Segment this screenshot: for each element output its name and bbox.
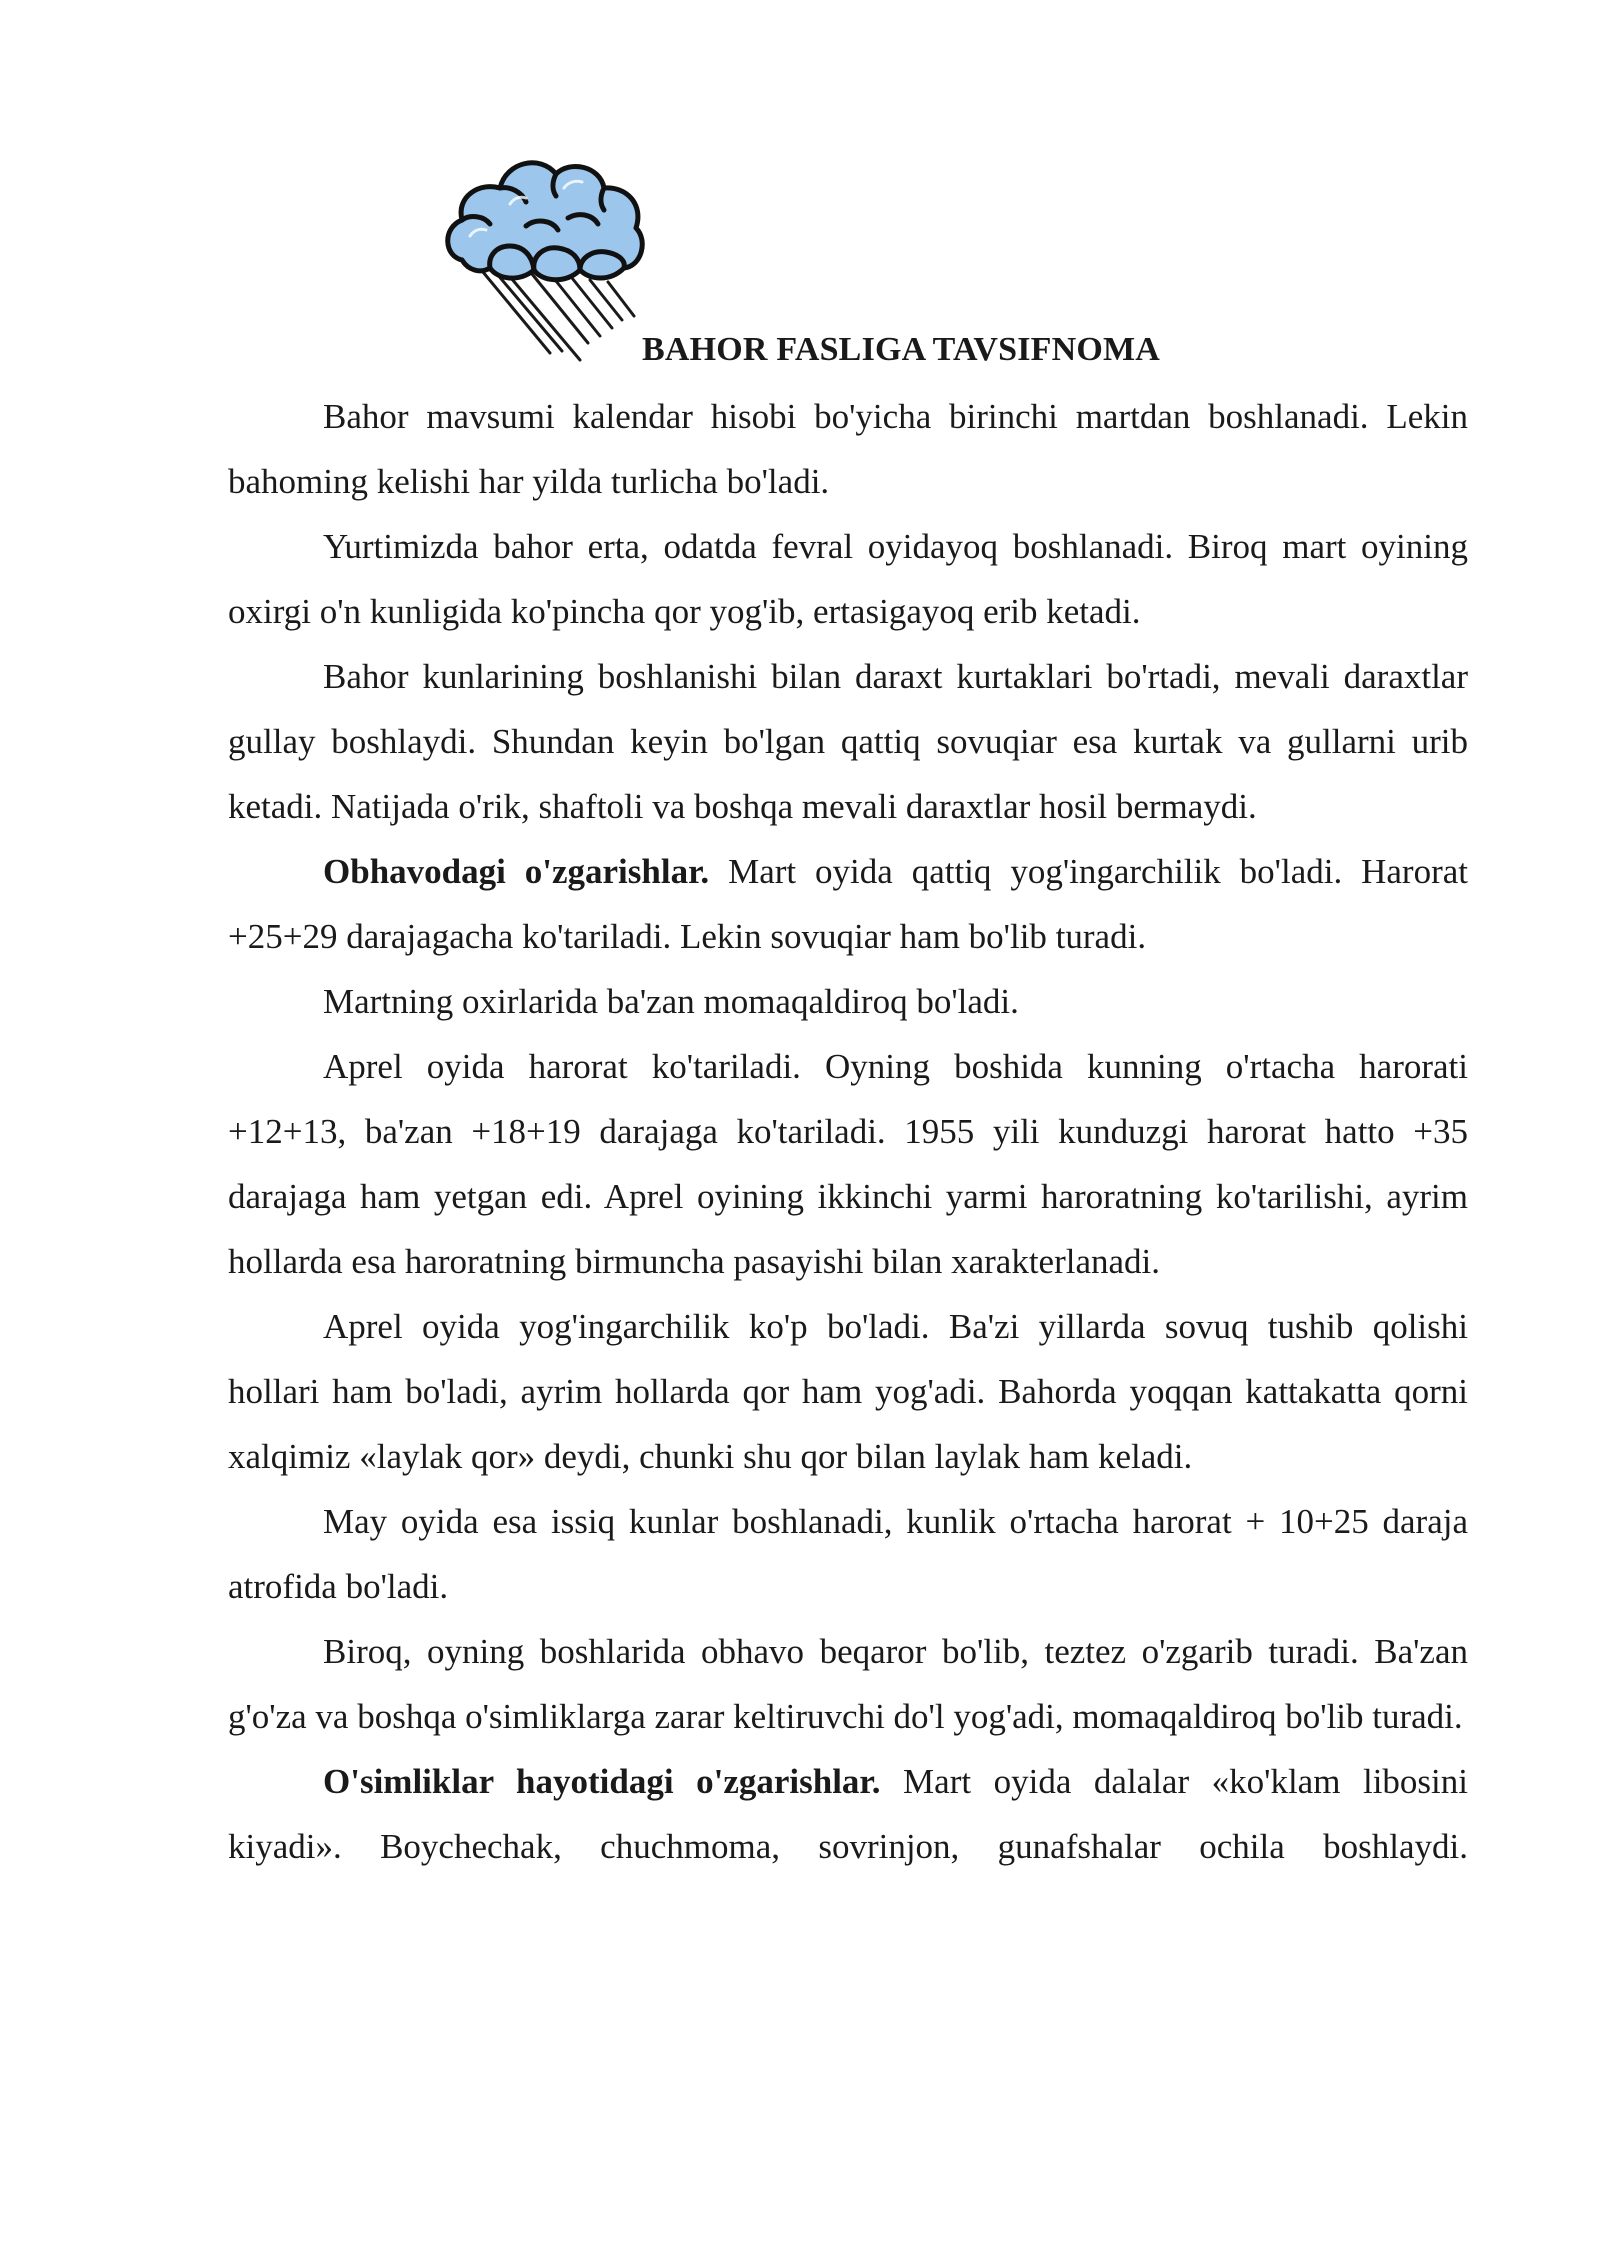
paragraph-text: Yurtimizda bahor erta, odatda fevral oyidayoq boshlanadi. Biroq mart oyining oxirgi o'n kunligida ko'pincha qor yog'ib, ertasigayoq erib ketadi.	[228, 527, 1468, 631]
paragraph-text: Aprel oyida yog'ingarchilik ko'p bo'ladi. Ba'zi yillarda sovuq tushib qolishi hollari ham bo'ladi, ayrim hollarda qor ham yog'adi. Bahorda yoqqan kattakatta qorni xalqimiz «laylak qor» deydi, chunki shu qor bilan laylak ham keladi.	[228, 1307, 1468, 1476]
paragraph	[228, 1294, 1468, 1489]
paragraph	[228, 1034, 1468, 1294]
paragraph-text: May oyida esa issiq kunlar boshlanadi, kunlik o'rtacha harorat + 10+25 daraja atrofida bo'ladi.	[228, 1502, 1468, 1606]
paragraph-text: Bahor kunlarining boshlanishi bilan daraxt kurtaklari bo'rtadi, mevali daraxtlar gullay boshlaydi. Shundan keyin bo'lgan qattiq sovuqiar esa kurtak va gullarni urib ketadi. Natijada o'rik, shaftoli va boshqa mevali daraxtlar hosil bermaydi.	[228, 657, 1468, 826]
paragraph-text: Biroq, oyning boshlarida obhavo beqaror bo'lib, teztez o'zgarib turadi. Ba'zan g'o'za va boshqa o'simliklarga zarar keltiruvchi do'l yog'adi, momaqaldiroq bo'lib turadi.	[228, 1632, 1468, 1736]
paragraph	[228, 1619, 1468, 1749]
paragraph	[228, 839, 1468, 969]
paragraph-text: Mart oyida qattiq yog'ingarchilik bo'ladi. Harorat +25+29 darajagacha ko'tariladi. Lekin sovuqiar ham bo'lib turadi.	[228, 852, 1468, 956]
rain-cloud-icon	[440, 148, 650, 363]
section-heading: O'simliklar hayotidagi o'zgarishlar.	[323, 1762, 881, 1801]
paragraph	[228, 644, 1468, 839]
paragraph	[228, 1749, 1468, 1879]
paragraph	[228, 1489, 1468, 1619]
paragraph-text: Mart oyida dalalar «ko'klam libosini kiyadi». Boychechak, chuchmoma, sovrinjon, gunafshalar ochila boshlaydi.	[228, 1762, 1468, 1866]
document-body	[228, 384, 1468, 1879]
paragraph	[228, 384, 1468, 514]
paragraph-text: Bahor mavsumi kalendar hisobi bo'yicha birinchi martdan boshlanadi. Lekin bahoming kelishi har yilda turlicha bo'ladi.	[228, 397, 1468, 501]
paragraph	[228, 514, 1468, 644]
paragraph	[228, 969, 1468, 1034]
paragraph-text: Aprel oyida harorat ko'tariladi. Oyning boshida kunning o'rtacha harorati +12+13, ba'zan +18+19 darajaga ko'tariladi. 1955 yili kunduzgi harorat hatto +35 darajaga ham yetgan edi. Aprel oyining ikkinchi yarmi haroratning ko'tarilishi, ayrim hollarda esa haroratning birmuncha pasayishi bilan xarakterlanadi.	[228, 1047, 1468, 1281]
paragraph-text: Martning oxirlarida ba'zan momaqaldiroq bo'ladi.	[323, 982, 1019, 1021]
section-heading: Obhavodagi o'zgarishlar.	[323, 852, 710, 891]
document-title: BAHOR FASLIGA TAVSIFNOMA	[642, 331, 1161, 368]
